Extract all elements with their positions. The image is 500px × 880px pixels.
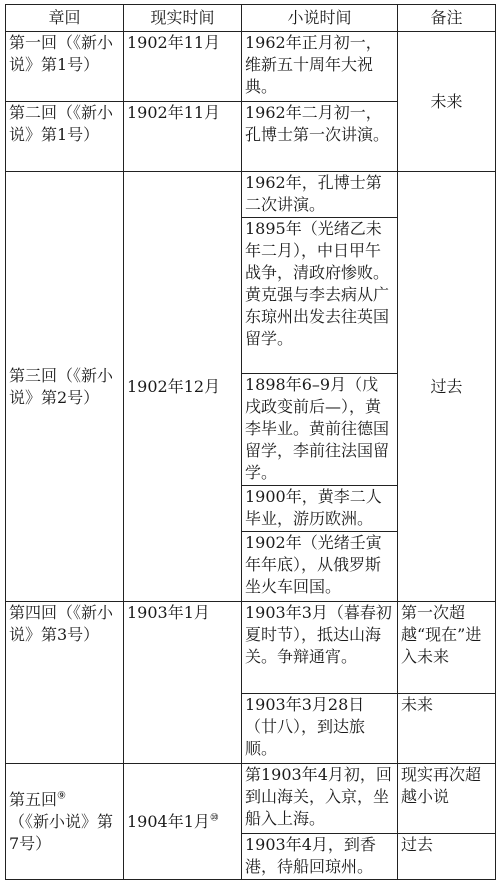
chapter-cell: 第三回（《新小说》第2号） <box>6 172 124 602</box>
chapter-cell: 第一回（《新小说》第1号） <box>6 32 124 102</box>
real-time-cell: 1902年12月 <box>124 172 242 602</box>
real-time-cell: 1902年11月 <box>124 102 242 172</box>
note-cell: 过去 <box>398 172 496 602</box>
novel-time-cell: 1962年正月初一，维新五十周年大祝典。 <box>242 32 398 102</box>
novel-time-cell: 1895年（光绪乙未年二月），中日甲午战争，清政府惨败。黄克强与李去病从广东琼州出发去往英国留学。 <box>242 218 398 374</box>
novel-time-cell: 1903年4月，到香港，待船回琼州。 <box>242 834 398 880</box>
note-cell: 现实再次超越小说 <box>398 764 496 834</box>
header-chapter: 章回 <box>6 5 124 32</box>
header-row <box>6 5 496 32</box>
novel-time-cell: 1898年6–9月（戊戌政变前后—），黄李毕业。黄前往德国留学，李前往法国留学。 <box>242 374 398 486</box>
novel-time-cell: 1903年3月（暮春初夏时节），抵达山海关。争辩通宵。 <box>242 602 398 694</box>
novel-time-cell: 第1903年4月初，回到山海关，入京，坐船入上海。 <box>242 764 398 834</box>
header-novel-time: 小说时间 <box>242 5 398 32</box>
chapter-main-text: 第五回 <box>9 789 58 809</box>
table-row <box>6 602 496 694</box>
real-time-text: 1904年1月 <box>127 811 210 831</box>
footnote-marker: ⑩ <box>209 812 219 824</box>
chapter-cell: 第二回（《新小说》第1号） <box>6 102 124 172</box>
chapter-sub-text: （《新小说》第7号） <box>9 811 114 853</box>
novel-time-cell: 1962年，孔博士第二次讲演。 <box>242 172 398 218</box>
chapter-cell: 第四回（《新小说》第3号） <box>6 602 124 764</box>
header-real-time: 现实时间 <box>124 5 242 32</box>
table-row <box>6 764 496 834</box>
chapter-cell <box>6 764 124 880</box>
table-row <box>6 172 496 218</box>
note-cell: 第一次超越“现在”进入未来 <box>398 602 496 694</box>
novel-time-cell: 1903年3月28日（廿八），到达旅顺。 <box>242 694 398 764</box>
header-notes: 备注 <box>398 5 496 32</box>
novel-time-cell: 1900年，黄李二人毕业，游历欧洲。 <box>242 486 398 532</box>
real-time-cell: 1903年1月 <box>124 602 242 764</box>
novel-time-cell: 1962年二月初一，孔博士第一次讲演。 <box>242 102 398 172</box>
real-time-cell <box>124 764 242 880</box>
note-cell: 未来 <box>398 32 496 172</box>
chapter-timeline-table <box>5 4 496 880</box>
note-cell: 过去 <box>398 834 496 880</box>
note-cell: 未来 <box>398 694 496 764</box>
real-time-cell: 1902年11月 <box>124 32 242 102</box>
table-wrapper <box>5 4 495 876</box>
novel-time-cell: 1902年（光绪壬寅年年底），从俄罗斯坐火车回国。 <box>242 532 398 602</box>
footnote-marker: ⑨ <box>57 790 66 802</box>
table-row <box>6 32 496 102</box>
